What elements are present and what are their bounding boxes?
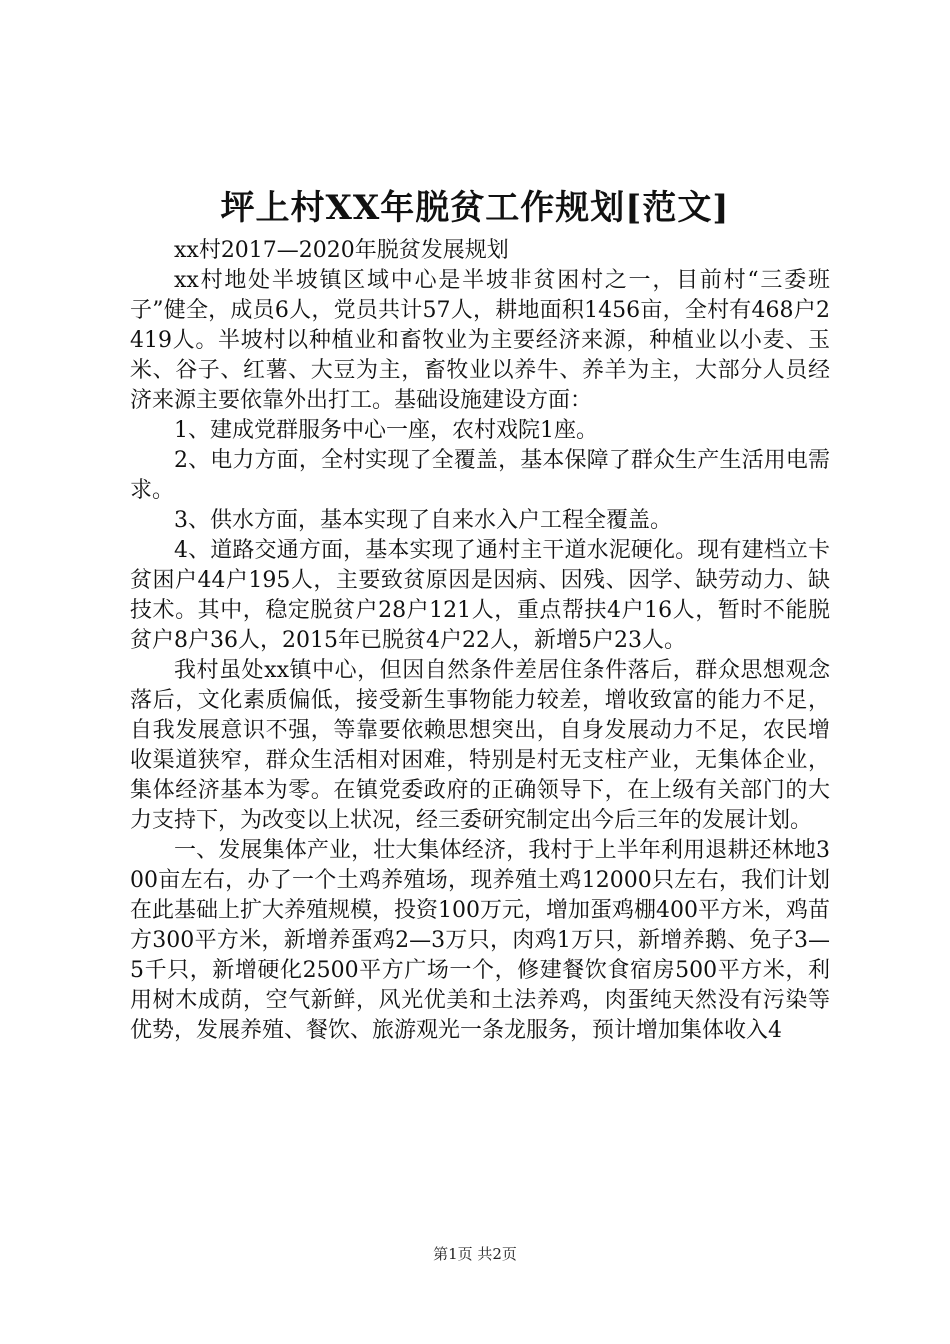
paragraph-item-3: 3、供水方面，基本实现了自来水入户工程全覆盖。 (174, 508, 672, 533)
paragraph-item-2: 2、电力方面，全村实现了全覆盖，基本保障了群众生产生活用电需求。 (130, 448, 830, 503)
paragraph-village-overview: xx村地处半坡镇区域中心是半坡非贫困村之一，目前村“三委班子”健全，成员6人，党员共计57人，耕地面积1456亩，全村有468户2419人。半坡村以种植业和畜牧业为主要经济来源，种植业以小麦、玉米、谷子、红薯、大豆为主，畜牧业以养牛、养羊为主，大部分人员经济来源主要依靠外出打工。基础设施建设方面： (130, 268, 830, 413)
paragraph-development-plan: 一、发展集体产业，壮大集体经济，我村于上半年利用退耕还林地300亩左右，办了一个土鸡养殖场，现养殖土鸡12000只左右，我们计划在此基础上扩大养殖规模，投资100万元，增加蛋鸡棚400平方米，鸡苗方300平方米，新增养蛋鸡2—3万只，肉鸡1万只，新增养鹅、免子3—5千只，新增硬化2500平方广场一个，修建餐饮食宿房500平方米，利用树木成荫，空气新鲜，风光优美和土法养鸡，肉蛋纯天然没有污染等优势，发展养殖、餐饮、旅游观光一条龙服务，预计增加集体收入4 (130, 838, 830, 1043)
paragraph-plan-heading: xx村2017—2020年脱贫发展规划 (174, 238, 509, 263)
document-body (130, 236, 830, 1046)
paragraph-item-4: 4、道路交通方面，基本实现了通村主干道水泥硬化。现有建档立卡贫困户44户195人，主要致贫原因是因病、因残、因学、缺劳动力、缺技术。其中，稳定脱贫户28户121人，重点帮扶4户16人，暂时不能脱贫户8户36人，2015年已脱贫4户22人，新增5户23人。 (130, 538, 830, 653)
paragraph-item-1: 1、建成党群服务中心一座，农村戏院1座。 (174, 418, 598, 443)
paragraph-current-situation: 我村虽处xx镇中心，但因自然条件差居住条件落后，群众思想观念落后，文化素质偏低，接受新生事物能力较差，增收致富的能力不足，自我发展意识不强，等靠要依赖思想突出，自身发展动力不足，农民增收渠道狭窄，群众生活相对困难，特别是村无支柱产业，无集体企业，集体经济基本为零。在镇党委政府的正确领导下，在上级有关部门的大力支持下，为改变以上状况，经三委研究制定出今后三年的发展计划。 (130, 658, 830, 833)
page-footer: 第1页 共2页 (433, 1245, 517, 1263)
document-title: 坪上村XX年脱贫工作规划[范文] (220, 188, 730, 228)
